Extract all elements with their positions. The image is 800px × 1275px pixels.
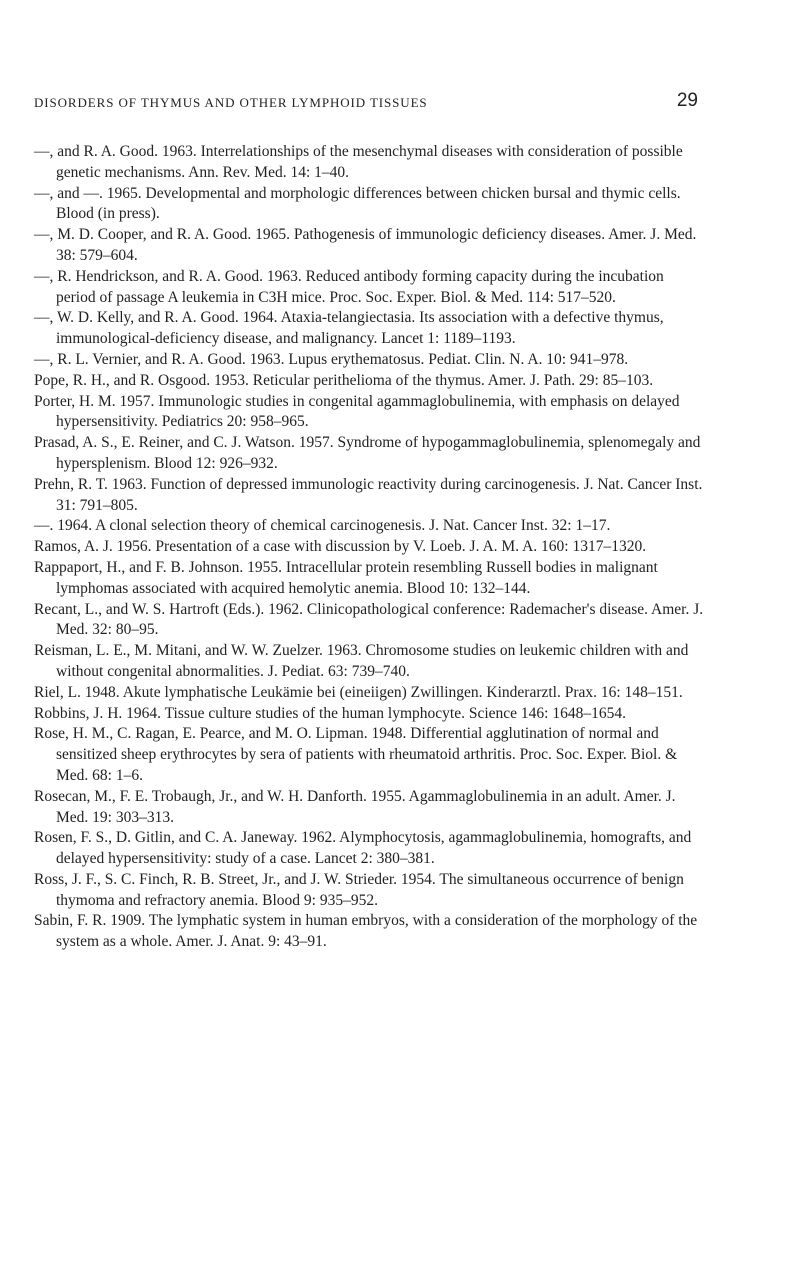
- reference-entry: —, R. Hendrickson, and R. A. Good. 1963. Reduced antibody forming capacity during the incubation period of passage A leukemia in C3H mice. Proc. Soc. Exper. Biol. & Med. 114: 517–520.: [34, 267, 664, 306]
- reference-entry: Prasad, A. S., E. Reiner, and C. J. Watson. 1957. Syndrome of hypogammaglobulinemia, splenomegaly and hypersplenism. Blood 12: 926–932.: [34, 434, 701, 472]
- reference-entry: Porter, H. M. 1957. Immunologic studies in congenital agammaglobulinemia, with emphasis on delayed hypersensitivity. Pediatrics 20: 958–965.: [34, 392, 680, 431]
- running-head: [34, 90, 698, 116]
- reference-list: [34, 142, 706, 953]
- reference-entry: —. 1964. A clonal selection theory of chemical carcinogenesis. J. Nat. Cancer Inst. 32: 1–17.: [34, 517, 611, 535]
- reference-entry: Rosen, F. S., D. Gitlin, and C. A. Janeway. 1962. Alymphocytosis, agammaglobulinemia, homografts, and delayed hypersensitivity: study of a case. Lancet 2: 380–381.: [34, 829, 692, 868]
- reference-entry: Robbins, J. H. 1964. Tissue culture studies of the human lymphocyte. Science 146: 1648–1654.: [34, 704, 626, 722]
- reference-entry: —, and R. A. Good. 1963. Interrelationships of the mesenchymal diseases with consideration of possible genetic mechanisms. Ann. Rev. Med. 14: 1–40.: [34, 143, 683, 181]
- reference-entry: Pope, R. H., and R. Osgood. 1953. Reticular perithelioma of the thymus. Amer. J. Path. 29: 85–103.: [34, 371, 654, 389]
- reference-entry: Prehn, R. T. 1963. Function of depressed immunologic reactivity during carcinogenesis. J. Nat. Cancer Inst. 31: 791–805.: [34, 475, 703, 514]
- running-title: DISORDERS OF THYMUS AND OTHER LYMPHOID TISSUES: [34, 95, 428, 110]
- reference-entry: Rose, H. M., C. Ragan, E. Pearce, and M. O. Lipman. 1948. Differential agglutination of normal and sensitized sheep erythrocytes by sera of patients with rheumatoid arthritis. Proc. Soc. Exper. Biol. & Med. 68: 1–6.: [34, 725, 678, 784]
- reference-entry: —, M. D. Cooper, and R. A. Good. 1965. Pathogenesis of immunologic deficiency diseases. Amer. J. Med. 38: 579–604.: [34, 226, 697, 264]
- reference-entry: —, and —. 1965. Developmental and morphologic differences between chicken bursal and thymic cells. Blood (in press).: [34, 184, 681, 223]
- reference-entry: Sabin, F. R. 1909. The lymphatic system in human embryos, with a consideration of the morphology of the system as a whole. Amer. J. Anat. 9: 43–91.: [34, 912, 698, 951]
- reference-entry: Rappaport, H., and F. B. Johnson. 1955. Intracellular protein resembling Russell bodies in malignant lymphomas associated with acquired hemolytic anemia. Blood 10: 132–144.: [34, 558, 658, 597]
- reference-entry: Rosecan, M., F. E. Trobaugh, Jr., and W. H. Danforth. 1955. Agammaglobulinemia in an adult. Amer. J. Med. 19: 303–313.: [34, 787, 676, 826]
- reference-entry: —, R. L. Vernier, and R. A. Good. 1963. Lupus erythematosus. Pediat. Clin. N. A. 10: 941–978.: [34, 350, 629, 368]
- reference-entry: Ramos, A. J. 1956. Presentation of a case with discussion by V. Loeb. J. A. M. A. 160: 1317–1320.: [34, 538, 647, 556]
- reference-entry: Reisman, L. E., M. Mitani, and W. W. Zuelzer. 1963. Chromosome studies on leukemic children with and without congenital abnormalities. J. Pediat. 63: 739–740.: [34, 642, 689, 680]
- reference-entry: Recant, L., and W. S. Hartroft (Eds.). 1962. Clinicopathological conference: Rademacher's disease. Amer. J. Med. 32: 80–95.: [34, 600, 704, 639]
- page-number: 29: [676, 90, 698, 111]
- reference-entry: Ross, J. F., S. C. Finch, R. B. Street, Jr., and J. W. Strieder. 1954. The simultaneous occurrence of benign thymoma and refractory anemia. Blood 9: 935–952.: [34, 870, 684, 909]
- reference-entry: —, W. D. Kelly, and R. A. Good. 1964. Ataxia-telangiectasia. Its association with a defective thymus, immunological-deficiency disease, and malignancy. Lancet 1: 1189–1193.: [34, 309, 664, 348]
- reference-entry: Riel, L. 1948. Akute lymphatische Leukämie bei (eineiigen) Zwillingen. Kinderarztl. Prax. 16: 148–151.: [34, 683, 683, 701]
